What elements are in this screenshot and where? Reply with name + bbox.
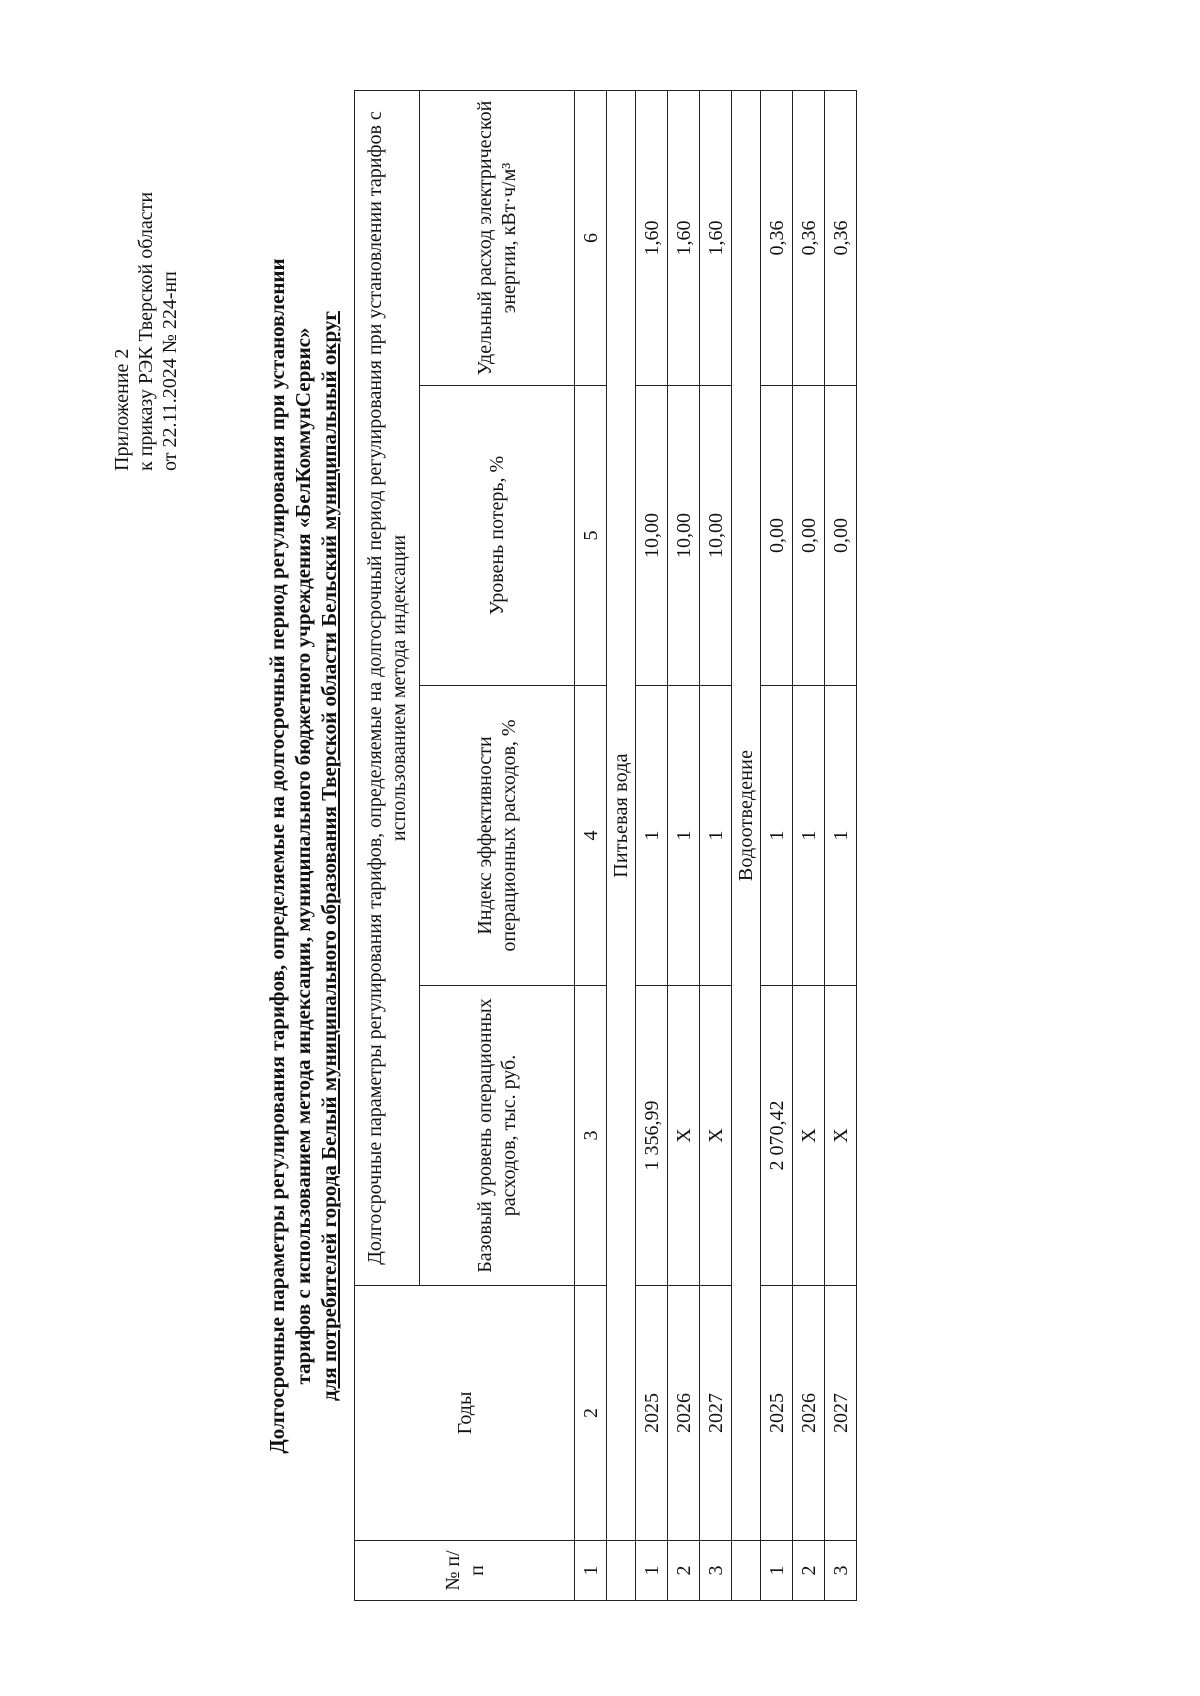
row-energy-consumption: 0,36 <box>761 90 793 385</box>
row-loss-level: 10,00 <box>700 386 732 686</box>
header-years: Годы <box>355 1286 575 1541</box>
section-title: Питьевая вода <box>607 90 636 1540</box>
row-efficiency-index: 1 <box>700 686 732 986</box>
section-row <box>607 90 636 1600</box>
col-number: 2 <box>575 1286 607 1541</box>
parameters-table <box>354 90 857 1601</box>
title-line-3: для потребителей города Белый муниципального образования Тверской области Бельский муниципальный округ <box>317 311 341 1401</box>
header-group: Долгосрочные параметры регулирования тарифов, определяемые на долгосрочный период регулирования при установлении тарифов с использованием метода индексации <box>355 90 420 1285</box>
header-loss-level: Уровень потерь, % <box>420 386 575 686</box>
section-row <box>732 90 761 1600</box>
row-year: 2025 <box>761 1286 793 1541</box>
col-number: 4 <box>575 686 607 986</box>
row-energy-consumption: 1,60 <box>636 90 668 385</box>
row-year: 2026 <box>793 1286 825 1541</box>
row-year: 2026 <box>668 1286 700 1541</box>
table-body <box>355 90 857 1600</box>
row-year: 2027 <box>825 1286 857 1541</box>
row-base-level: Х <box>668 986 700 1286</box>
title-line-2: тарифов с использованием метода индексации, муниципального бюджетного учреждения «БелКоммунСервис» <box>291 327 315 1385</box>
document-title <box>264 106 342 1606</box>
row-base-level: Х <box>793 986 825 1286</box>
table-row <box>668 90 700 1600</box>
row-number: 3 <box>700 1541 732 1601</box>
column-numbering-row <box>575 90 607 1600</box>
row-loss-level: 0,00 <box>761 386 793 686</box>
header-efficiency-index: Индекс эффективности операционных расходов, % <box>420 686 575 986</box>
col-number: 1 <box>575 1541 607 1601</box>
appendix-reference <box>110 131 182 471</box>
row-loss-level: 0,00 <box>825 386 857 686</box>
row-base-level: Х <box>700 986 732 1286</box>
appendix-line-1: Приложение 2 <box>111 348 133 471</box>
row-number: 1 <box>761 1541 793 1601</box>
row-base-level: 2 070,42 <box>761 986 793 1286</box>
row-efficiency-index: 1 <box>636 686 668 986</box>
row-efficiency-index: 1 <box>761 686 793 986</box>
appendix-line-3: от 22.11.2024 № 224-нп <box>159 271 181 471</box>
row-energy-consumption: 1,60 <box>668 90 700 385</box>
row-energy-consumption: 0,36 <box>793 90 825 385</box>
row-efficiency-index: 1 <box>793 686 825 986</box>
table-row <box>761 90 793 1600</box>
row-loss-level: 10,00 <box>636 386 668 686</box>
row-loss-level: 0,00 <box>793 386 825 686</box>
table-row <box>700 90 732 1600</box>
col-number: 5 <box>575 386 607 686</box>
row-base-level: Х <box>825 986 857 1286</box>
section-spacer <box>607 1541 636 1601</box>
row-energy-consumption: 0,36 <box>825 90 857 385</box>
col-number: 3 <box>575 986 607 1286</box>
row-efficiency-index: 1 <box>668 686 700 986</box>
header-base-level: Базовый уровень операционных расходов, тыс. руб. <box>420 986 575 1286</box>
row-number: 3 <box>825 1541 857 1601</box>
row-efficiency-index: 1 <box>825 686 857 986</box>
row-base-level: 1 356,99 <box>636 986 668 1286</box>
row-number: 2 <box>668 1541 700 1601</box>
header-row-group <box>355 90 420 1600</box>
table-row <box>825 90 857 1600</box>
header-energy-consumption: Удельный расход электрической энергии, кВт·ч/м³ <box>420 90 575 385</box>
row-number: 2 <box>793 1541 825 1601</box>
row-year: 2025 <box>636 1286 668 1541</box>
row-loss-level: 10,00 <box>668 386 700 686</box>
col-number: 6 <box>575 90 607 385</box>
appendix-line-2: к приказу РЭК Тверской области <box>135 191 157 471</box>
section-spacer <box>732 1541 761 1601</box>
row-number: 1 <box>636 1541 668 1601</box>
row-energy-consumption: 1,60 <box>700 90 732 385</box>
row-year: 2027 <box>700 1286 732 1541</box>
header-number: № п/п <box>355 1541 575 1601</box>
document-page <box>92 66 1192 1626</box>
table-row <box>636 90 668 1600</box>
section-title: Водоотведение <box>732 90 761 1540</box>
title-line-1: Долгосрочные параметры регулирования тарифов, определяемые на долгосрочный период регулирования при установлении <box>265 258 289 1454</box>
table-row <box>793 90 825 1600</box>
